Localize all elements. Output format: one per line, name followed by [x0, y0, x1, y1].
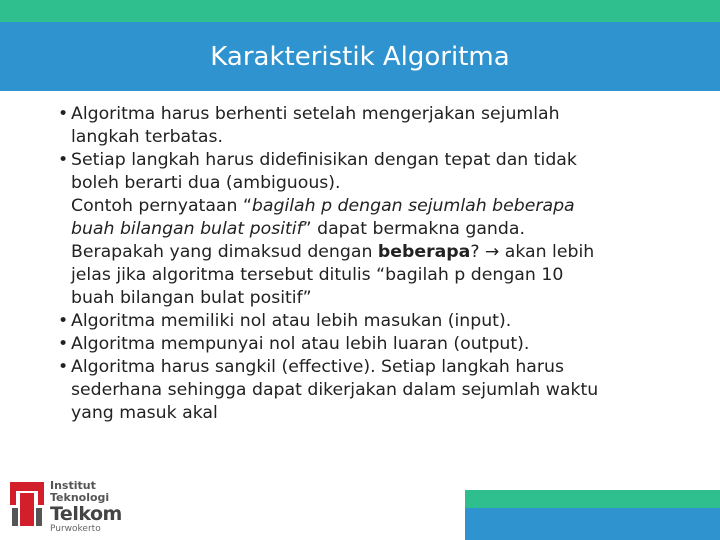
example-text: ” dapat bermakna ganda. [302, 219, 525, 239]
bullet-text [71, 104, 560, 147]
bullet-marker: • [58, 334, 69, 354]
logo-line: Purwokerto [50, 524, 101, 534]
logo-wordmark [50, 480, 122, 534]
text-line: boleh berarti dua (ambiguous). [71, 173, 341, 193]
bullet-text: Algoritma memiliki nol atau lebih masukan (input). [71, 311, 512, 331]
corner-accent-green [465, 490, 720, 508]
bullet-item [58, 310, 668, 333]
bullet-text [71, 150, 577, 193]
example-bold-word: beberapa [377, 242, 471, 262]
example-intro: Contoh pernyataan “ [71, 196, 252, 216]
bullet-item [58, 149, 668, 195]
top-accent-strip [0, 0, 720, 22]
bullet-text: Algoritma mempunyai nol atau lebih luaran (output). [71, 334, 530, 354]
example-paragraph [58, 195, 668, 310]
example-italic: bagilah p dengan sejumlah beberapa [251, 196, 575, 216]
example-text: jelas jika algoritma tersebut ditulis “bagilah p dengan 10 [71, 265, 564, 285]
example-text: buah bilangan bulat positif” [71, 288, 312, 308]
text-line: sederhana sehingga dapat dikerjakan dalam sejumlah waktu [71, 380, 599, 400]
bullet-text [71, 357, 598, 423]
text-line: yang masuk akal [71, 403, 218, 423]
corner-accent-blue [465, 508, 720, 540]
logo-line: Telkom [50, 503, 122, 525]
bullet-item [58, 333, 668, 356]
institution-logo [10, 480, 130, 535]
bullet-marker: • [58, 104, 69, 124]
slide-content [58, 103, 668, 425]
bullet-marker: • [58, 150, 69, 170]
example-text: Berapakah yang dimaksud dengan [71, 242, 378, 262]
arrow-icon: → [484, 242, 500, 262]
example-text: akan lebih [499, 242, 595, 262]
bullet-marker: • [58, 357, 69, 377]
text-line: langkah terbatas. [71, 127, 223, 147]
bullet-marker: • [58, 311, 69, 331]
slide-title: Karakteristik Algoritma [210, 41, 510, 72]
title-bar [0, 22, 720, 91]
text-line: Setiap langkah harus didefinisikan dengan tepat dan tidak [71, 150, 577, 170]
example-text: ? [470, 242, 485, 262]
telkom-logo-icon [10, 480, 44, 528]
text-line: Algoritma harus sangkil (effective). Setiap langkah harus [71, 357, 564, 377]
logo-line: Teknologi [50, 491, 110, 504]
logo-line: Institut [50, 479, 96, 492]
text-line: Algoritma harus berhenti setelah mengerjakan sejumlah [71, 104, 560, 124]
bullet-item [58, 103, 668, 149]
example-italic: buah bilangan bulat positif [71, 219, 303, 239]
bullet-item [58, 356, 668, 425]
